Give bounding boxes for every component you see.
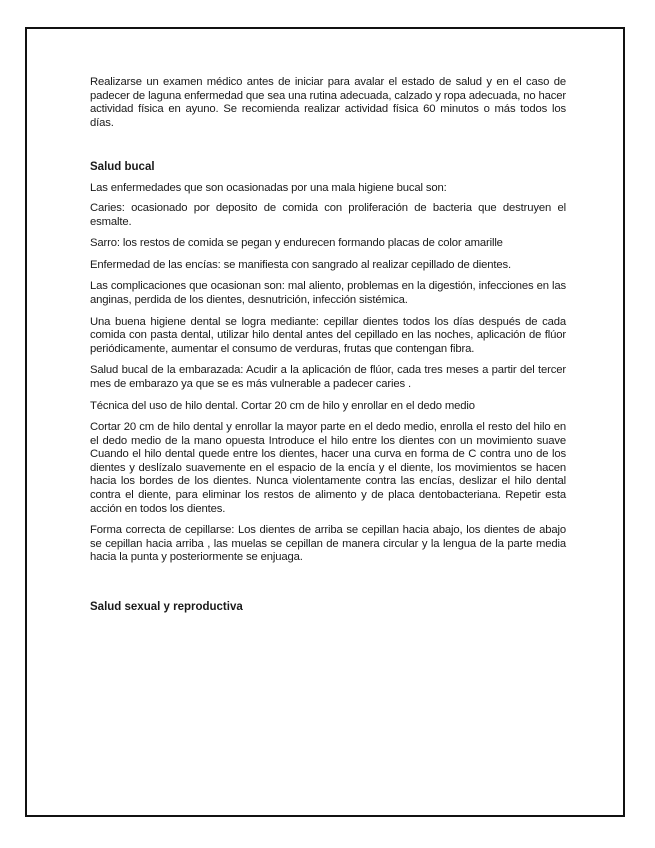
paragraph: Forma correcta de cepillarse: Los dientes de arriba se cepillan hacia abajo, los dientes de abajo se cepillan hacia arriba , las muelas se cepillan de manera circular y la lengua de la parte media hacia la punta y posteriormente se enjuaga. — [90, 524, 566, 564]
paragraph: Sarro: los restos de comida se pegan y endurecen formando placas de color amarille — [90, 237, 503, 250]
paragraph: Las enfermedades que son ocasionadas por una mala higiene bucal son: — [90, 182, 447, 195]
paragraph: Una buena higiene dental se logra mediante: cepillar dientes todos los días después de cada comida con pasta dental, utilizar hilo dental antes del cepillado en las noches, aplicación de flúor periódicamente, aumentar el consumo de verduras, frutas que contengan fibra. — [90, 315, 566, 355]
spacer — [90, 130, 566, 160]
section-heading-salud-sexual: Salud sexual y reproductiva — [90, 601, 243, 614]
spacer — [90, 174, 566, 182]
paragraph: Cortar 20 cm de hilo dental y enrollar la mayor parte en el dedo medio, enrolla el resto del hilo en el dedo medio de la mano opuesta Introduce el hilo entre los dientes con un movimiento suave Cuando el hilo dental quede entre los dientes, hacer una curva en forma de C contra uno de los dientes y deslízalo suavemente en el espacio de la encía y el diente, los movimientos se hacen hacia los bordes de los dientes. Nunca violentamente contra las encías, deslizar el hilo dental contra el diente, para eliminar los restos de alimento y de placa dentobacteriana. Repetir esta acción en todos los dientes. — [90, 421, 566, 515]
section-heading-salud-bucal: Salud bucal — [90, 161, 155, 174]
intro-paragraph: Realizarse un examen médico antes de iniciar para avalar el estado de salud y en el caso de padecer de laguna enfermedad que sea una rutina adecuada, calzado y ropa adecuada, no hacer actividad física en ayuno. Se recomienda realizar actividad física 60 minutos o más todos los días. — [90, 76, 566, 129]
spacer — [90, 573, 566, 600]
paragraph: Caries: ocasionado por deposito de comida con proliferación de bacteria que destruyen el esmalte. — [90, 201, 566, 228]
document-body — [90, 76, 566, 614]
paragraph: Técnica del uso de hilo dental. Cortar 20 cm de hilo y enrollar en el dedo medio — [90, 399, 475, 412]
paragraph: Salud bucal de la embarazada: Acudir a la aplicación de flúor, cada tres meses a partir del tercer mes de embarazo ya que se es más vulnerable a padecer caries . — [90, 364, 566, 390]
paragraph: Enfermedad de las encías: se manifiesta con sangrado al realizar cepillado de dientes. — [90, 258, 512, 271]
paragraph: Las complicaciones que ocasionan son: mal aliento, problemas en la digestión, infecciones en las anginas, perdida de los dientes, desnutrición, infección sistémica. — [90, 280, 566, 306]
